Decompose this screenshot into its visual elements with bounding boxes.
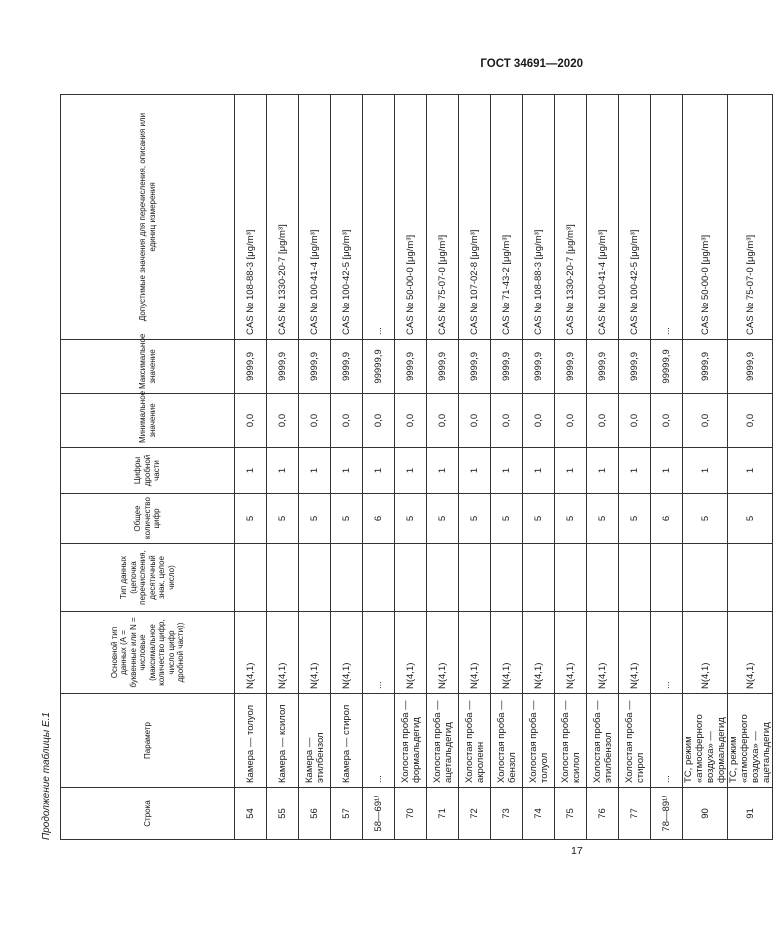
cell-row-number: 90 xyxy=(683,788,728,840)
cell-fraction-digits: 1 xyxy=(651,448,683,494)
cell-row-number: 70 xyxy=(395,788,427,840)
cell-parameter: ... xyxy=(651,694,683,788)
cell-row-number: 77 xyxy=(619,788,651,840)
cell-parameter: Камера — толуол xyxy=(235,694,267,788)
table-row xyxy=(491,95,523,840)
cell-min-value: 0,0 xyxy=(555,394,587,448)
cell-data-type xyxy=(395,544,427,612)
table-caption: Продолжение таблицы Е.1 xyxy=(41,712,52,840)
cell-data-type xyxy=(491,544,523,612)
cell-max-value: 99999,9 xyxy=(363,340,395,394)
cell-parameter: Холостая проба — ацетальдегид xyxy=(427,694,459,788)
cell-row-number: 78—89¹⁾ xyxy=(651,788,683,840)
cell-parameter: Холостая проба — этилбензол xyxy=(587,694,619,788)
cell-min-value: 0,0 xyxy=(299,394,331,448)
cell-min-value: 0,0 xyxy=(267,394,299,448)
cell-total-digits: 6 xyxy=(651,494,683,544)
cell-base-type: N(4,1) xyxy=(555,612,587,694)
rotated-table-block xyxy=(41,95,772,840)
cell-base-type: ... xyxy=(363,612,395,694)
cell-base-type: N(4,1) xyxy=(395,612,427,694)
cell-base-type: N(4,1) xyxy=(235,612,267,694)
cell-allowed-values: CAS № 100-41-4 [μg/m³] xyxy=(299,95,331,340)
cell-row-number: 71 xyxy=(427,788,459,840)
cell-allowed-values: CAS № 1330-20-7 [μg/m³] xyxy=(555,95,587,340)
cell-min-value: 0,0 xyxy=(491,394,523,448)
cell-parameter: Холостая проба — формальдегид xyxy=(395,694,427,788)
cell-base-type: N(4,1) xyxy=(683,612,728,694)
cell-data-type xyxy=(267,544,299,612)
cell-fraction-digits: 1 xyxy=(363,448,395,494)
cell-data-type xyxy=(427,544,459,612)
cell-data-type xyxy=(459,544,491,612)
cell-allowed-values: CAS № 71-43-2 [μg/m³] xyxy=(491,95,523,340)
header-max-value: Максимальное значение xyxy=(61,340,235,394)
cell-fraction-digits: 1 xyxy=(491,448,523,494)
table-row xyxy=(555,95,587,840)
cell-max-value: 9999,9 xyxy=(427,340,459,394)
page-number: 17 xyxy=(571,845,583,857)
header-base-type: Основной тип данных (А = буквенные или N = числовые (максимальное количество цифр, число цифр дробной части)) xyxy=(61,612,235,694)
cell-max-value: 9999,9 xyxy=(523,340,555,394)
cell-max-value: 99999,9 xyxy=(651,340,683,394)
table-row xyxy=(299,95,331,840)
cell-min-value: 0,0 xyxy=(523,394,555,448)
table-row xyxy=(427,95,459,840)
cell-total-digits: 5 xyxy=(427,494,459,544)
table-header-row xyxy=(61,95,235,840)
cell-allowed-values: CAS № 100-42-5 [μg/m³] xyxy=(619,95,651,340)
cell-max-value: 9999,9 xyxy=(619,340,651,394)
cell-data-type xyxy=(651,544,683,612)
cell-allowed-values: CAS № 108-88-3 [μg/m³] xyxy=(523,95,555,340)
cell-parameter: Камера — стирол xyxy=(331,694,363,788)
header-allowed-values: Допустимые значения для перечисления, описания или единиц измерения xyxy=(61,95,235,340)
cell-total-digits: 5 xyxy=(619,494,651,544)
cell-base-type: ... xyxy=(651,612,683,694)
cell-allowed-values: CAS № 107-02-8 [μg/m³] xyxy=(459,95,491,340)
cell-fraction-digits: 1 xyxy=(683,448,728,494)
standard-header: ГОСТ 34691—2020 xyxy=(480,58,583,70)
cell-max-value: 9999,9 xyxy=(683,340,728,394)
cell-min-value: 0,0 xyxy=(651,394,683,448)
cell-min-value: 0,0 xyxy=(363,394,395,448)
cell-fraction-digits: 1 xyxy=(395,448,427,494)
cell-total-digits: 6 xyxy=(363,494,395,544)
cell-row-number: 91 xyxy=(728,788,773,840)
cell-total-digits: 5 xyxy=(267,494,299,544)
cell-max-value: 9999,9 xyxy=(491,340,523,394)
cell-allowed-values: ... xyxy=(363,95,395,340)
cell-row-number: 73 xyxy=(491,788,523,840)
cell-max-value: 9999,9 xyxy=(235,340,267,394)
cell-total-digits: 5 xyxy=(555,494,587,544)
cell-allowed-values: CAS № 75-07-0 [μg/m³] xyxy=(728,95,773,340)
cell-min-value: 0,0 xyxy=(619,394,651,448)
cell-min-value: 0,0 xyxy=(728,394,773,448)
cell-parameter: Камера — ксилол xyxy=(267,694,299,788)
cell-fraction-digits: 1 xyxy=(619,448,651,494)
cell-total-digits: 5 xyxy=(235,494,267,544)
table-row xyxy=(683,95,728,840)
cell-row-number: 72 xyxy=(459,788,491,840)
cell-base-type: N(4,1) xyxy=(523,612,555,694)
cell-fraction-digits: 1 xyxy=(267,448,299,494)
cell-parameter: Холостая проба — бензол xyxy=(491,694,523,788)
cell-total-digits: 5 xyxy=(395,494,427,544)
cell-data-type xyxy=(683,544,728,612)
cell-parameter: Холостая проба — ксилол xyxy=(555,694,587,788)
cell-min-value: 0,0 xyxy=(683,394,728,448)
cell-total-digits: 5 xyxy=(587,494,619,544)
cell-parameter: Холостая проба — стирол xyxy=(619,694,651,788)
cell-allowed-values: CAS № 1330-20-7 [μg/m³] xyxy=(267,95,299,340)
cell-min-value: 0,0 xyxy=(395,394,427,448)
header-parameter: Параметр xyxy=(61,694,235,788)
cell-max-value: 9999,9 xyxy=(728,340,773,394)
cell-max-value: 9999,9 xyxy=(459,340,491,394)
header-min-value: Минимальное значение xyxy=(61,394,235,448)
cell-row-number: 76 xyxy=(587,788,619,840)
cell-total-digits: 5 xyxy=(728,494,773,544)
table-row xyxy=(728,95,773,840)
table-row xyxy=(267,95,299,840)
cell-max-value: 9999,9 xyxy=(331,340,363,394)
table-row xyxy=(395,95,427,840)
table-row xyxy=(651,95,683,840)
cell-max-value: 9999,9 xyxy=(555,340,587,394)
cell-parameter: Холостая проба — толуол xyxy=(523,694,555,788)
table-row xyxy=(235,95,267,840)
table-row xyxy=(331,95,363,840)
cell-fraction-digits: 1 xyxy=(235,448,267,494)
cell-fraction-digits: 1 xyxy=(587,448,619,494)
cell-fraction-digits: 1 xyxy=(427,448,459,494)
cell-base-type: N(4,1) xyxy=(299,612,331,694)
cell-allowed-values: CAS № 108-88-3 [μg/m³] xyxy=(235,95,267,340)
cell-data-type xyxy=(299,544,331,612)
cell-parameter: ТС, режим «атмосферного воздуха» — ацетальдегид xyxy=(728,694,773,788)
header-row-number: Строка xyxy=(61,788,235,840)
cell-fraction-digits: 1 xyxy=(459,448,491,494)
cell-total-digits: 5 xyxy=(683,494,728,544)
cell-total-digits: 5 xyxy=(459,494,491,544)
cell-base-type: N(4,1) xyxy=(491,612,523,694)
cell-min-value: 0,0 xyxy=(427,394,459,448)
cell-min-value: 0,0 xyxy=(459,394,491,448)
header-fraction-digits: Цифры дробной части xyxy=(61,448,235,494)
cell-max-value: 9999,9 xyxy=(395,340,427,394)
cell-allowed-values: CAS № 100-41-4 [μg/m³] xyxy=(587,95,619,340)
cell-row-number: 74 xyxy=(523,788,555,840)
cell-base-type: N(4,1) xyxy=(728,612,773,694)
cell-parameter: ТС, режим «атмосферного воздуха» — формальдегид xyxy=(683,694,728,788)
cell-min-value: 0,0 xyxy=(331,394,363,448)
cell-row-number: 58—69¹⁾ xyxy=(363,788,395,840)
cell-total-digits: 5 xyxy=(491,494,523,544)
cell-total-digits: 5 xyxy=(299,494,331,544)
cell-min-value: 0,0 xyxy=(587,394,619,448)
cell-row-number: 56 xyxy=(299,788,331,840)
table-row xyxy=(459,95,491,840)
cell-allowed-values: CAS № 50-00-0 [μg/m³] xyxy=(683,95,728,340)
cell-fraction-digits: 1 xyxy=(331,448,363,494)
cell-data-type xyxy=(587,544,619,612)
header-data-type: Тип данных (цепочка перечисления, десятичный знак, целое число) xyxy=(61,544,235,612)
cell-min-value: 0,0 xyxy=(235,394,267,448)
cell-max-value: 9999,9 xyxy=(267,340,299,394)
cell-row-number: 75 xyxy=(555,788,587,840)
cell-fraction-digits: 1 xyxy=(555,448,587,494)
cell-total-digits: 5 xyxy=(331,494,363,544)
cell-data-type xyxy=(619,544,651,612)
table-row xyxy=(619,95,651,840)
cell-data-type xyxy=(523,544,555,612)
cell-base-type: N(4,1) xyxy=(331,612,363,694)
cell-row-number: 55 xyxy=(267,788,299,840)
cell-data-type xyxy=(555,544,587,612)
data-table xyxy=(60,94,773,840)
table-row xyxy=(363,95,395,840)
cell-base-type: N(4,1) xyxy=(427,612,459,694)
cell-allowed-values: CAS № 50-00-0 [μg/m³] xyxy=(395,95,427,340)
cell-parameter: Холостая проба — акролеин xyxy=(459,694,491,788)
cell-allowed-values: CAS № 75-07-0 [μg/m³] xyxy=(427,95,459,340)
cell-fraction-digits: 1 xyxy=(728,448,773,494)
cell-total-digits: 5 xyxy=(523,494,555,544)
table-row xyxy=(523,95,555,840)
table-row xyxy=(587,95,619,840)
cell-data-type xyxy=(363,544,395,612)
cell-data-type xyxy=(728,544,773,612)
cell-row-number: 57 xyxy=(331,788,363,840)
cell-parameter: Камера — этилбензол xyxy=(299,694,331,788)
cell-base-type: N(4,1) xyxy=(267,612,299,694)
cell-max-value: 9999,9 xyxy=(587,340,619,394)
cell-base-type: N(4,1) xyxy=(459,612,491,694)
cell-fraction-digits: 1 xyxy=(299,448,331,494)
header-total-digits: Общее количество цифр xyxy=(61,494,235,544)
cell-allowed-values: CAS № 100-42-5 [μg/m³] xyxy=(331,95,363,340)
cell-base-type: N(4,1) xyxy=(619,612,651,694)
cell-data-type xyxy=(235,544,267,612)
cell-fraction-digits: 1 xyxy=(523,448,555,494)
cell-base-type: N(4,1) xyxy=(587,612,619,694)
cell-row-number: 54 xyxy=(235,788,267,840)
cell-allowed-values: ... xyxy=(651,95,683,340)
cell-parameter: ... xyxy=(363,694,395,788)
cell-data-type xyxy=(331,544,363,612)
cell-max-value: 9999,9 xyxy=(299,340,331,394)
